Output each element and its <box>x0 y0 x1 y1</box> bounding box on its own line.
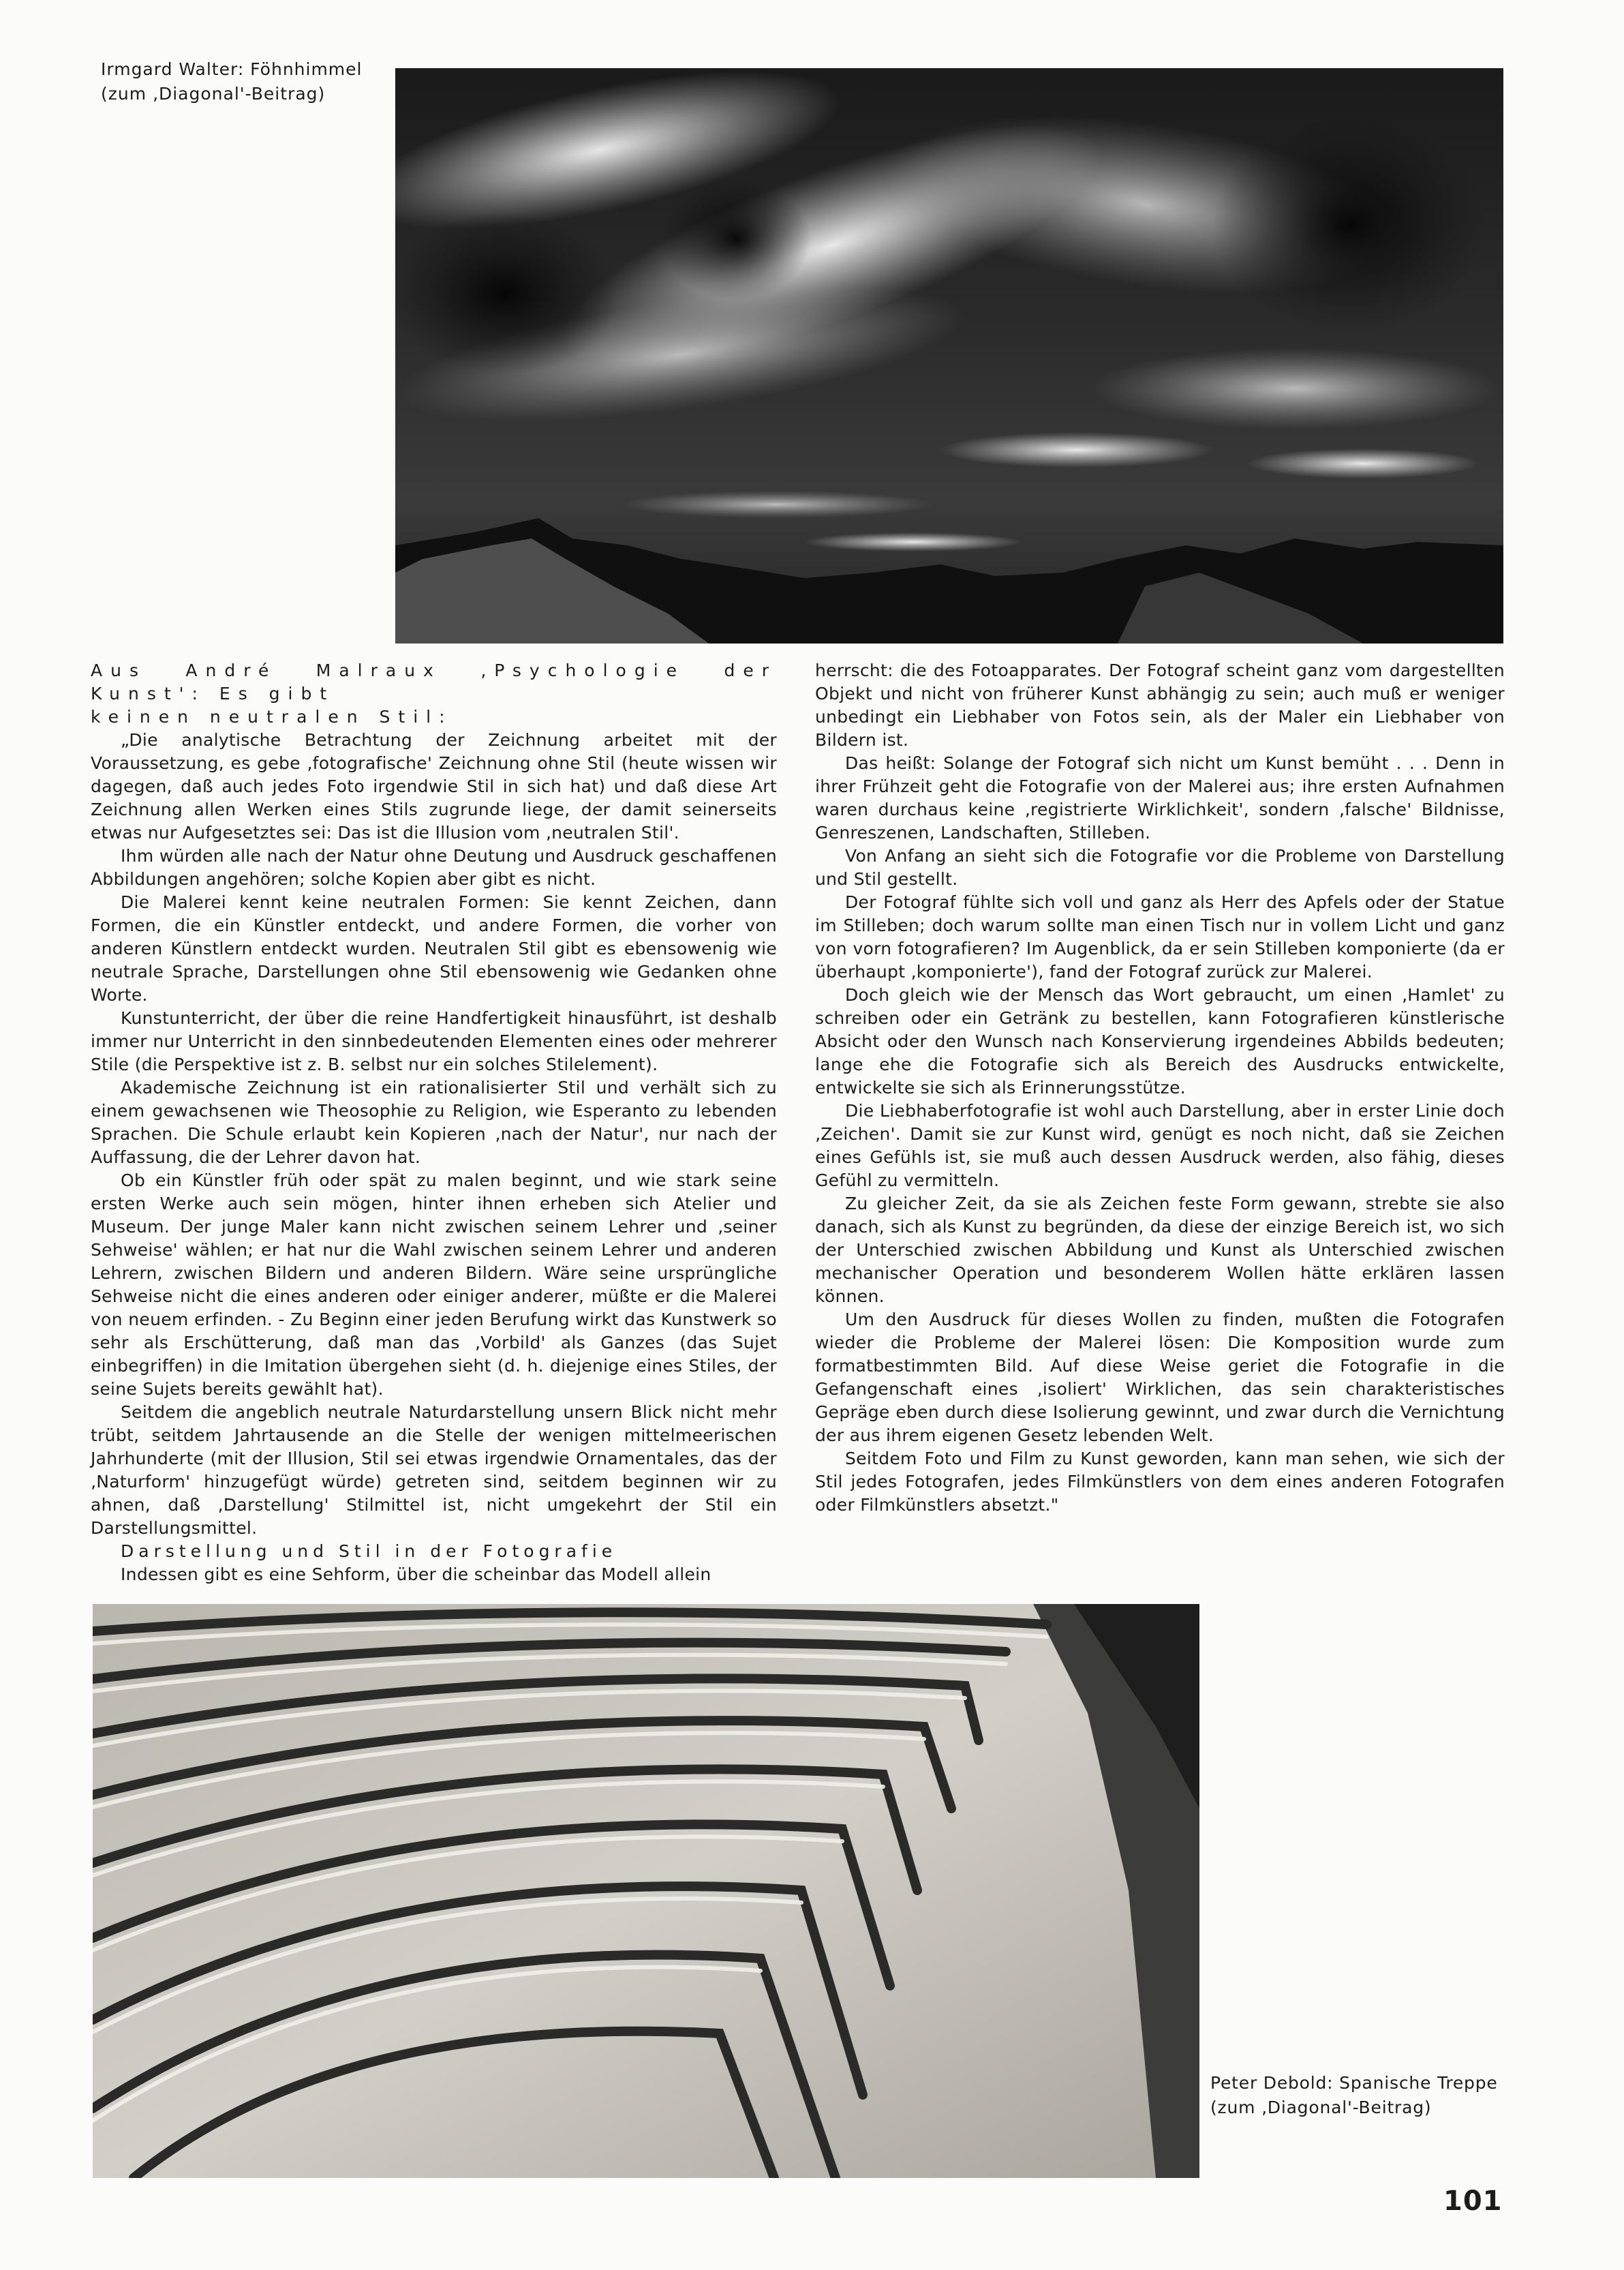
paragraph: Die Liebhaberfotografie ist wohl auch Darstellung, aber in erster Linie doch ‚Zeichen'. Damit sie zur Kunst wird, genügt es noch nicht, daß sie Zeichen eines Gefühls ist, sie muß auch dessen Ausdruck werden, also fähig, dieses Gefühl zu vermitteln. <box>815 1101 1505 1190</box>
caption-sky-line2: (zum ‚Diagonal'-Beitrag) <box>101 84 326 104</box>
paragraph: Seitdem die angeblich neutrale Naturdarstellung unsern Blick nicht mehr trübt, seitdem Jahrtausende an die Stelle der wenigen mittelmeerischen Jahrhunderte (mit der Illusion, Stil sei etwas irgendwie Ornamentales, das der ‚Naturform' hinzugefügt würde) getreten sind, seitdem beginnen wir zu ahnen, daß ‚Darstellung' Stilmittel ist, nicht umgekehrt der Stil ein Darstellungsmittel. <box>91 1402 777 1538</box>
paragraph: Akademische Zeichnung ist ein rationalisierter Stil und verhält sich zu einem gewachsenen wie Theosophie zu Religion, wie Esperanto zu lebenden Sprachen. Die Schule erlaubt kein Kopieren ‚nach der Natur', nur nach der Auffassung, die der Lehrer davon hat. <box>91 1078 777 1167</box>
paragraph: Der Fotograf fühlte sich voll und ganz als Herr des Apfels oder der Statue im Stilleben; doch warum sollte man einen Tisch nur in vollem Licht und ganz von vorn fotografieren? Im Augenblick, da er sein Stilleben komponierte (da er überhaupt ‚komponierte'), fand der Fotograf zurück zur Malerei. <box>815 892 1505 982</box>
page-number: 101 <box>1443 2185 1503 2217</box>
photo-spanische-treppe <box>93 1604 1199 2178</box>
caption-sky-line1: Irmgard Walter: Föhnhimmel <box>101 59 363 79</box>
paragraph: Die Malerei kennt keine neutralen Formen: Sie kennt Zeichen, dann Formen, die ein Künstler entdeckt, und andere Formen, die vorher von anderen Künstlern entdeckt wurden. Neutralen Stil gibt es ebensowenig wie neutrale Sprache, Darstellungen ohne Stil ebensowenig wie Gedanken ohne Worte. <box>91 892 777 1005</box>
caption-sky-photo <box>101 57 362 106</box>
intro-line-1: Aus André Malraux ‚Psychologie der Kunst': Es gibt <box>91 661 777 703</box>
paragraph: Ob ein Künstler früh oder spät zu malen beginnt, und wie stark seine ersten Werke auch sein mögen, hinter ihnen erheben sich Atelier und Museum. Der junge Maler kann nicht zwischen seinem Lehrer und ‚seiner Sehweise' wählen; er hat nur die Wahl zwischen seinem Lehrer und anderen Lehrern, zwischen Bildern und anderen Bildern. Wäre seine ursprüngliche Sehweise nicht die eines anderen oder einiger anderer, müßte er die Malerei von neuem erfinden. - Zu Beginn einer jeden Berufung wirkt das Kunstwerk so sehr als Erschütterung, daß man das ‚Vorbild' als Ganzes (das Sujet einbegriffen) in die Imitation übergehen sieht (d. h. diejenige eines Stiles, der seine Sujets bereits gewählt hat). <box>91 1170 777 1399</box>
caption-stairs-line2: (zum ‚Diagonal'-Beitrag) <box>1210 2098 1432 2117</box>
paragraph: Um den Ausdruck für dieses Wollen zu finden, mußten die Fotografen wieder die Probleme der Malerei lösen: Die Komposition wurde zum formatbestimmten Bild. Auf diese Weise geriet die Fotografie in die Gefangenschaft eines ‚isoliert' Wirklichen, das sein charakteristisches Gepräge eben durch diese Isolierung gewinnt, und zwar durch die Vernichtung der aus ihrem eigenen Gesetz lebenden Welt. <box>815 1310 1505 1445</box>
paragraph: Kunstunterricht, der über die reine Handfertigkeit hinausführt, ist deshalb immer nur Unterricht in den sinnbedeutenden Elementen eines oder mehrerer Stile (die Perspektive ist z. B. selbst nur ein solches Stilelement). <box>91 1008 777 1074</box>
caption-stairs-line1: Peter Debold: Spanische Treppe <box>1210 2073 1498 2093</box>
paragraph: Zu gleicher Zeit, da sie als Zeichen feste Form gewann, strebte sie also danach, sich als Kunst zu begründen, da diese der einzige Bereich ist, wo sich der Unterschied zwischen Abbildung und Kunst als Unterschied zwischen mechanischer Operation und besonderem Wollen hätte erklären lassen können. <box>815 1194 1505 1306</box>
section-heading: Darstellung und Stil in der Fotografie <box>121 1541 617 1561</box>
section-first-line: Indessen gibt es eine Sehform, über die scheinbar das Modell allein <box>121 1564 711 1584</box>
article-column-right <box>815 659 1505 1517</box>
paragraph: „Die analytische Betrachtung der Zeichnung arbeitet mit der Voraussetzung, es gebe ‚fotografische' Zeichnung ohne Stil (heute wissen wir dagegen, daß auch jedes Foto irgendwie Stil in sich hat) und daß diese Art Zeichnung allen Werken eines Stils zugrunde liege, der damit seinerseits etwas nur Aufgesetztes sei: Das ist die Illusion vom ‚neutralen Stil'. <box>91 730 777 843</box>
sky-photo-image <box>395 68 1503 644</box>
intro-line-2: keinen neutralen Stil: <box>91 707 453 727</box>
paragraph: Das heißt: Solange der Fotograf sich nicht um Kunst bemüht . . . Denn in ihrer Frühzeit geht die Fotografie von der Malerei aus; ihre ersten Aufnahmen waren durchaus keine ‚registrierte Wirklichkeit', sondern ‚falsche' Bildnisse, Genreszenen, Landschaften, Stilleben. <box>815 753 1505 843</box>
article-column-left <box>91 659 777 1586</box>
caption-stairs-photo <box>1210 2071 1498 2120</box>
paragraph: Ihm würden alle nach der Natur ohne Deutung und Ausdruck geschaffenen Abbildungen angehören; solche Kopien aber gibt es nicht. <box>91 846 777 889</box>
paragraph: Doch gleich wie der Mensch das Wort gebraucht, um einen ‚Hamlet' zu schreiben oder ein Getränk zu bestellen, kann Fotografieren künstlerische Absicht oder den Wunsch nach Konservierung irgendeines Abbilds bedeuten; lange ehe die Fotografie sich als Bereich des Ausdrucks entwickelte, entwickelte sie sich als Erinnerungsstütze. <box>815 985 1505 1098</box>
photo-foehnhimmel <box>395 68 1503 644</box>
stairs-photo-image <box>93 1604 1199 2178</box>
paragraph: Seitdem Foto und Film zu Kunst geworden, kann man sehen, wie sich der Stil jedes Fotografen, jedes Filmkünstlers von dem eines anderen Fotografen oder Filmkünstlers absetzt." <box>815 1449 1505 1515</box>
paragraph: Von Anfang an sieht sich die Fotografie vor die Probleme von Darstellung und Stil gestellt. <box>815 846 1505 889</box>
paragraph: herrscht: die des Fotoapparates. Der Fotograf scheint ganz vom dargestellten Objekt und nicht von früherer Kunst abhängig zu sein; auch muß er weniger unbedingt ein Liebhaber von Fotos sein, als der Maler ein Liebhaber von Bildern ist. <box>815 661 1505 750</box>
